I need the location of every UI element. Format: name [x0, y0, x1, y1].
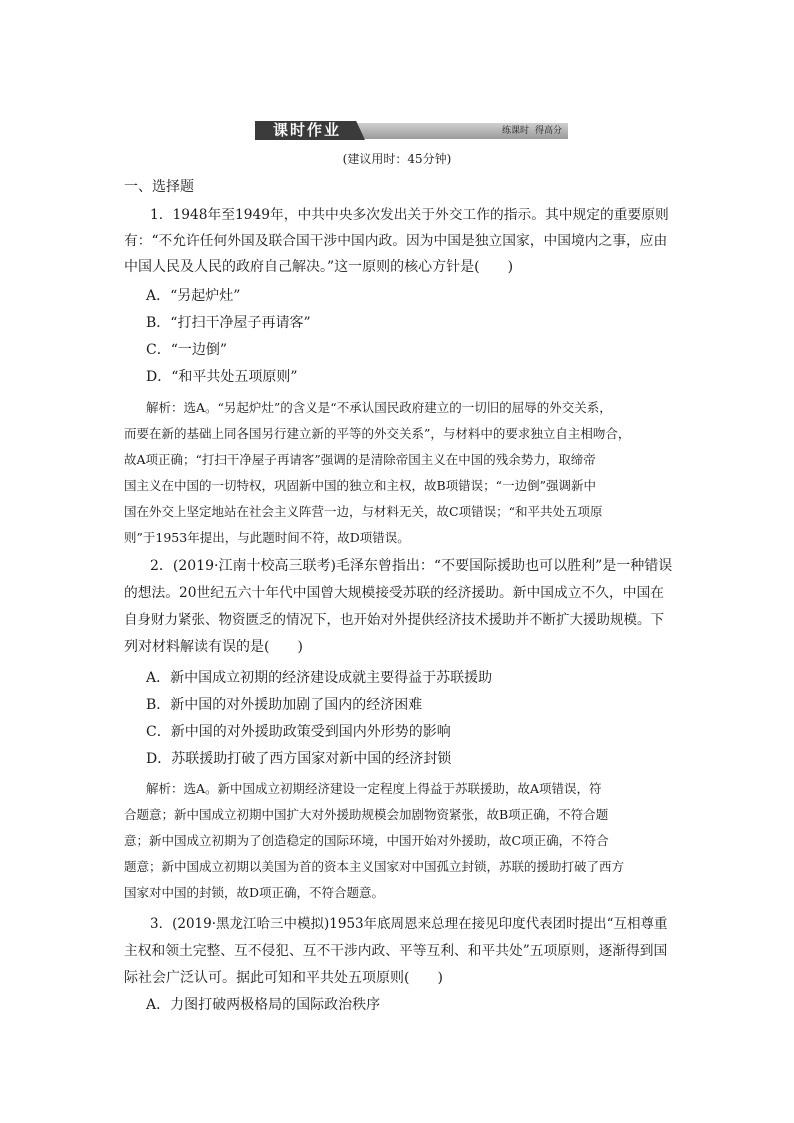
- question-1-analysis-line-2: 而要在新的基础上同各国另行建立新的平等的外交关系”，与材料中的要求独立自主相吻合，: [124, 426, 631, 441]
- question-2-option-d: D．苏联援助打破了西方国家对新中国的经济封锁: [146, 751, 452, 767]
- question-3-line-3: 际社会广泛认可。据此可知和平共处五项原则( ): [124, 970, 443, 986]
- question-1-analysis-line-1: 解析：选A。“另起炉灶”的含义是“不承认国民政府建立的一切旧的屈辱的外交关系，: [146, 400, 612, 415]
- question-1-option-a: A．“另起炉灶”: [146, 288, 241, 304]
- section-title: 一、选择题: [124, 179, 194, 195]
- question-2-line-4: 列对材料解读有误的是( ): [124, 639, 303, 655]
- question-2-analysis-line-4: 题意；新中国成立初期以美国为首的资本主义国家对中国孤立封锁，苏联的援助打破了西方: [124, 859, 625, 874]
- banner-slogan: [496, 124, 562, 139]
- question-2-line-1: 2．(2019·江南十校高三联考)毛泽东曾指出：“不要国际援助也可以胜利”是一种错误: [150, 558, 673, 574]
- header-banner: [255, 121, 568, 140]
- suggested-time-note: (建议用时：45分钟): [342, 152, 452, 166]
- question-1-line-2: 有：“不允许任何外国及联合国干涉中国内政。因为中国是独立国家，中国境内之事，应由: [124, 233, 668, 249]
- question-2-option-b: B．新中国的对外援助加剧了国内的经济困难: [146, 697, 423, 713]
- question-2-analysis-line-3: 意；新中国成立初期为了创造稳定的国际环境，中国开始对外援助，故C项正确，不符合: [124, 833, 609, 848]
- question-2-option-a: A．新中国成立初期的经济建设成就主要得益于苏联援助: [146, 670, 493, 686]
- question-1-analysis-line-4: 国主义在中国的一切特权，巩固新中国的独立和主权，故B项错误；“一边倒”强调新中: [124, 478, 596, 493]
- question-2-analysis-line-2: 合题意；新中国成立初期中国扩大对外援助规模会加剧物资紧张，故B项正确，不符合题: [124, 807, 609, 822]
- question-3-option-a: A．力图打破两极格局的国际政治秩序: [146, 997, 381, 1013]
- question-1-analysis-line-6: 则”于1953年提出，与此题时间不符，故D项错误。: [124, 530, 410, 545]
- question-1-line-3: 中国人民及人民的政府自己解决。”这一原则的核心方针是( ): [124, 259, 514, 275]
- question-1-option-d: D．“和平共处五项原则”: [146, 369, 298, 385]
- question-2-analysis-line-1: 解析：选A。新中国成立初期经济建设一定程度上得益于苏联援助，故A项错误，符: [146, 781, 602, 796]
- question-1-analysis-line-5: 国在外交上坚定地站在社会主义阵营一边，与材料无关，故C项错误；“和平共处五项原: [124, 504, 603, 519]
- slogan-part-2: 得高分: [534, 126, 562, 136]
- question-3-line-2: 主权和领土完整、互不侵犯、互不干涉内政、平等互利、和平共处”五项原则，逐渐得到国: [124, 943, 668, 959]
- question-3-line-1: 3．(2019·黑龙江哈三中模拟)1953年底周恩来总理在接见印度代表团时提出“互相尊重: [150, 916, 668, 932]
- question-2-analysis-line-5: 国家对中国的封锁，故D项正确，不符合题意。: [124, 885, 385, 900]
- question-2-line-2: 的想法。20世纪五六十年代中国曾大规模接受苏联的经济援助。新中国成立不久，中国在: [124, 585, 664, 601]
- question-1-option-b: B．“打扫干净屋子再请客”: [146, 315, 311, 331]
- question-1-option-c: C．“一边倒”: [146, 342, 228, 358]
- question-2-line-3: 自身财力紧张、物资匮乏的情况下，也开始对外提供经济技术援助并不断扩大援助规模。下: [124, 612, 664, 628]
- question-2-option-c: C．新中国的对外援助政策受到国内外形势的影响: [146, 724, 451, 740]
- question-1-line-1: 1．1948年至1949年，中共中央多次发出关于外交工作的指示。其中规定的重要原则: [150, 207, 669, 223]
- question-1-analysis-line-3: 故A项正确；“打扫干净屋子再请客”强调的是清除帝国主义在中国的残余势力，取缔帝: [124, 452, 596, 467]
- slogan-part-1: 练课时: [501, 126, 529, 136]
- banner-title: 课时作业: [273, 121, 342, 139]
